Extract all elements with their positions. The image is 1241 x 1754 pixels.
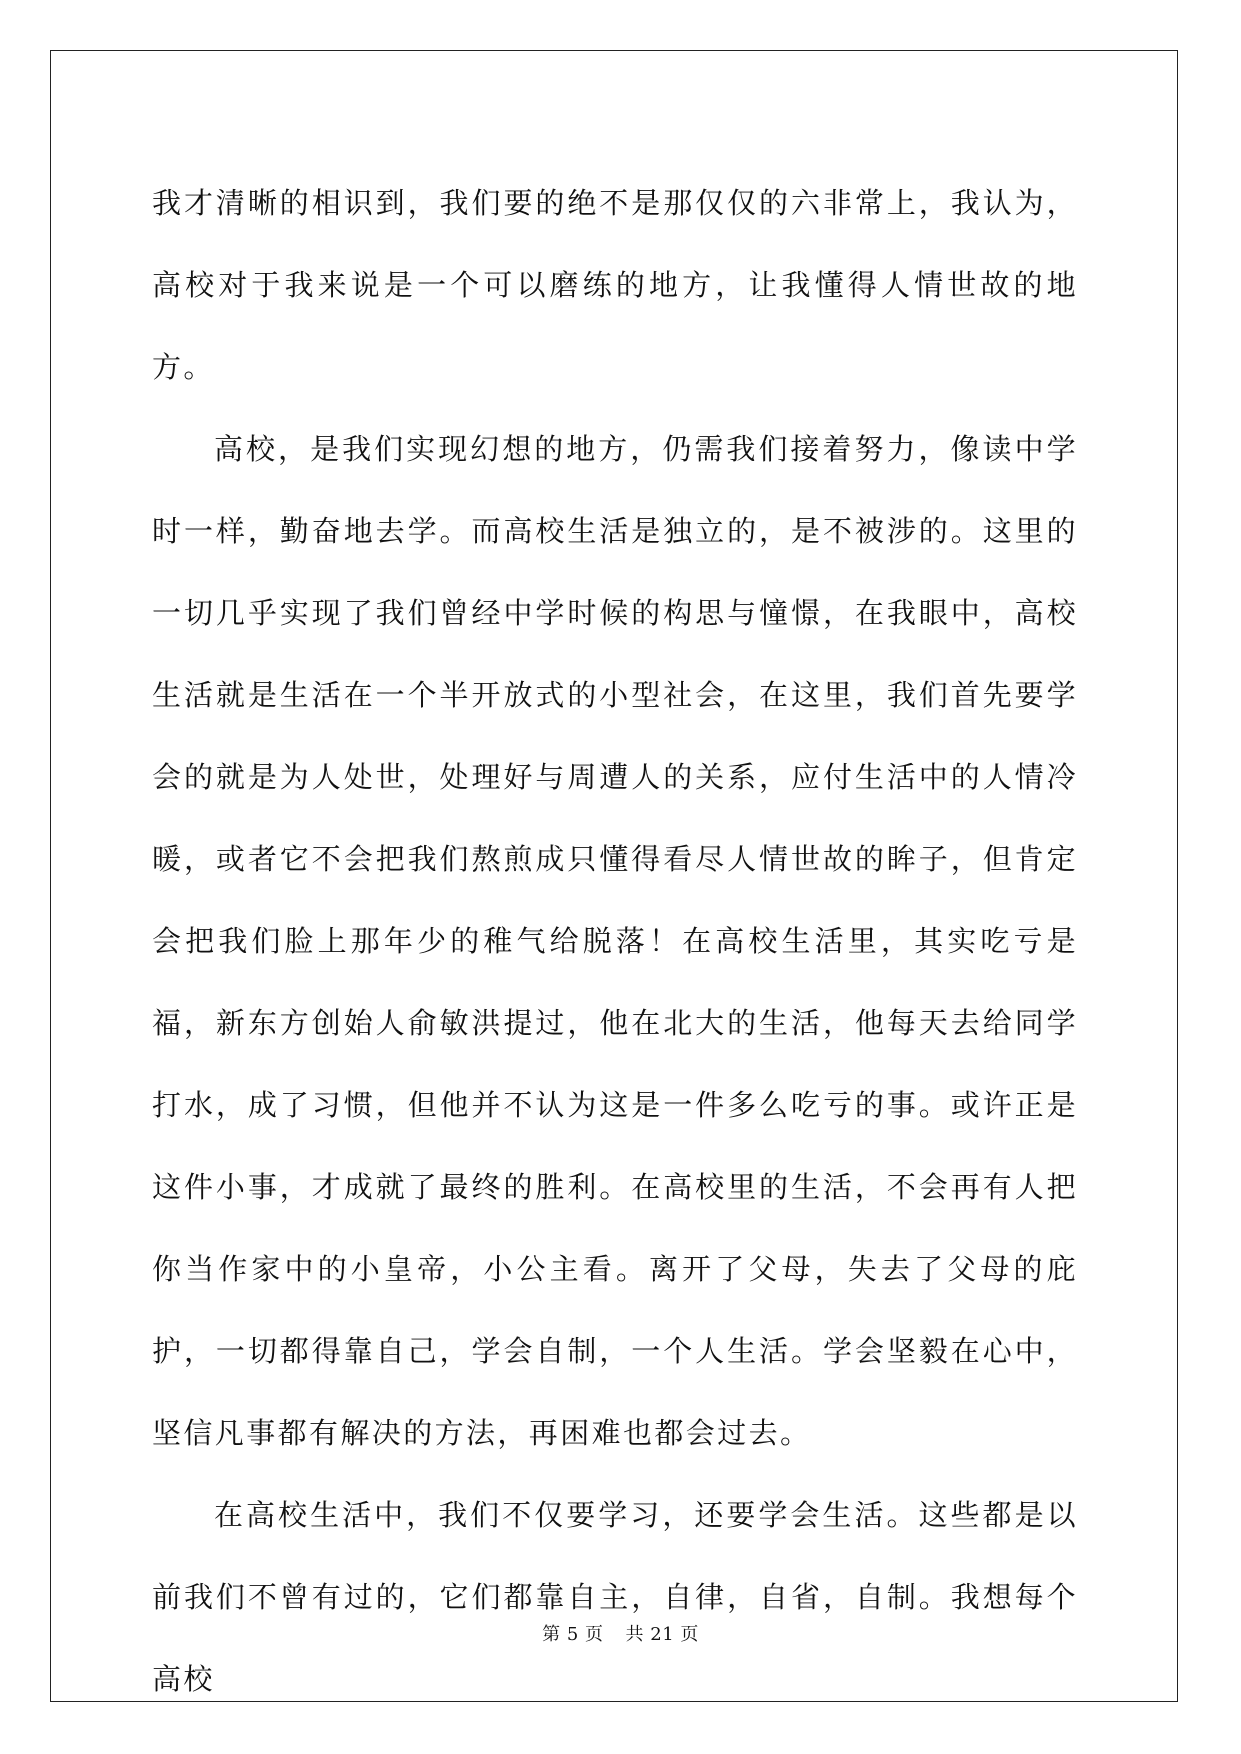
- paragraph: 我才清晰的相识到，我们要的绝不是那仅仅的六非常上，我认为，高校对于我来说是一个可以磨练的地方，让我懂得人情世故的地方。: [152, 186, 1078, 384]
- paragraph: 高校，是我们实现幻想的地方，仍需我们接着努力，像读中学时一样，勤奋地去学。而高校生活是独立的，是不被涉的。这里的一切几乎实现了我们曾经中学时候的构思与憧憬，在我眼中，高校生活就是生活在一个半开放式的小型社会，在这里，我们首先要学会的就是为人处世，处理好与周遭人的关系，应付生活中的人情冷暖，或者它不会把我们熬煎成只懂得看尽人情世故的眸子，但肯定会把我们脸上那年少的稚气给脱落！在高校生活里，其实吃亏是福，新东方创始人俞敏洪提过，他在北大的生活，他每天去给同学打水，成了习惯，但他并不认为这是一件多么吃亏的事。或许正是这件小事，才成就了最终的胜利。在高校里的生活，不会再有人把你当作家中的小皇帝，小公主看。离开了父母，失去了父母的庇护，一切都得靠自己，学会自制，一个人生活。学会坚毅在心中，坚信凡事都有解决的方法，再困难也都会过去。: [152, 432, 1078, 1450]
- page-total: 共 21 页: [625, 1624, 699, 1645]
- document-body: [152, 162, 1078, 1720]
- page-footer: [0, 1620, 1241, 1646]
- page-number: 第 5 页: [542, 1624, 604, 1645]
- paragraph: 在高校生活中，我们不仅要学习，还要学会生活。这些都是以前我们不曾有过的，它们都靠自主，自律，自省，自制。我想每个高校: [152, 1498, 1078, 1696]
